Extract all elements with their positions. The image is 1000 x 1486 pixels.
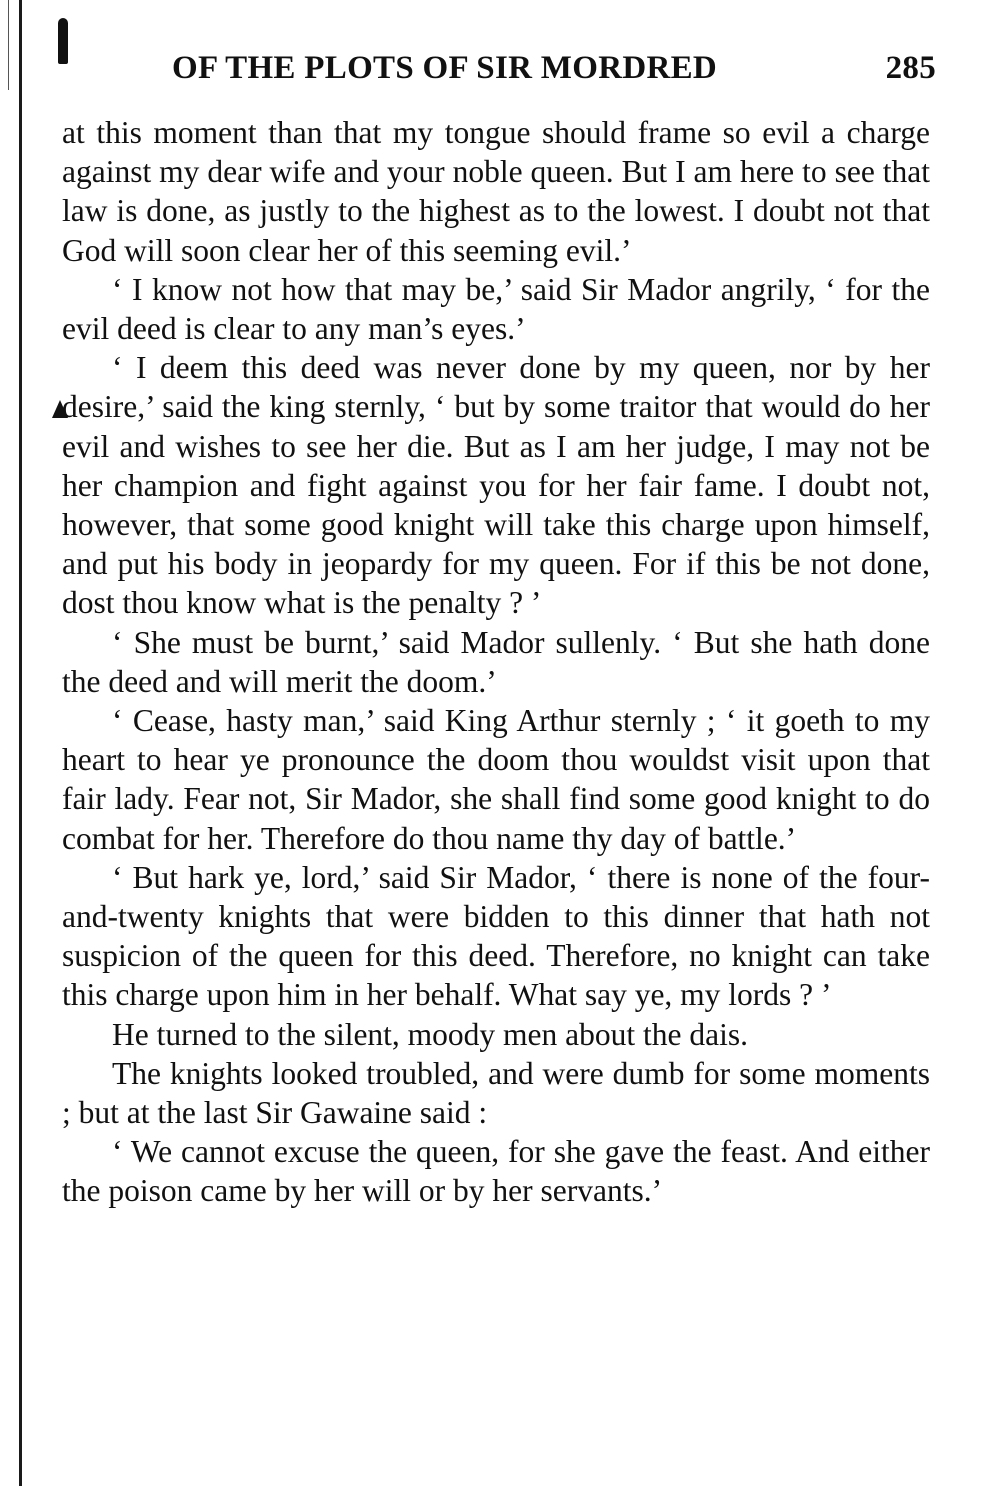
ink-mark-icon [58,18,68,64]
paragraph: ‘ Cease, hasty man,’ said King Arthur sternly ; ‘ it goeth to my heart to hear ye pronounce the doom thou wouldst visit upon that fair lady. Fear not, Sir Mador, she shall find some good knight to do combat for her. Therefore do thou name thy day of battle.’ [62,703,930,856]
paragraph: ‘ She must be burnt,’ said Mador sullenly. ‘ But she hath done the deed and will merit the doom.’ [62,624,930,699]
scan-margin-line [8,0,9,90]
paragraph: The knights looked troubled, and were dumb for some moments ; but at the last Sir Gawaine said : [62,1055,930,1131]
paragraph: ‘ But hark ye, lord,’ said Sir Mador, ‘ there is none of the four-and-twenty knights that were bidden to this dinner that hath not suspicion of the queen for this deed. Therefore, no knight can take this charge upon him in her behalf. What say ye, my lords ? ’ [62,859,930,1013]
scan-margin-rule [19,0,22,1486]
paragraph: ‘ We cannot excuse the queen, for she gave the feast. And either the poison came by her will or by her servants.’ [62,1134,930,1209]
paragraph: ‘ I know not how that may be,’ said Sir Mador angrily, ‘ for the evil deed is clear to any man’s eyes.’ [62,271,930,347]
paragraph: at this moment than that my tongue should frame so evil a charge against my dear wife and your noble queen. But I am here to see that law is done, as justly to the highest as to the lowest. I doubt not that God will soon clear her of this seeming evil.’ [62,115,930,268]
page-number: 285 [885,50,936,86]
running-title: OF THE PLOTS OF SIR MORDRED [172,50,718,86]
paragraph: ‘ I deem this deed was never done by my queen, nor by her desire,’ said the king sternly, ‘ but by some traitor that would do her evil and wishes to see her die. But as I am her judge, I may not be her champion and fight against you for her fair fame. I doubt not, however, that some good knight will take this charge upon himself, and put his body in jeopardy for my queen. For if this be not done, dost thou know what is the penalty ? ’ [62,350,930,621]
body-text [62,113,930,1211]
paragraph: He turned to the silent, moody men about the dais. [112,1016,748,1052]
running-head [172,50,936,100]
